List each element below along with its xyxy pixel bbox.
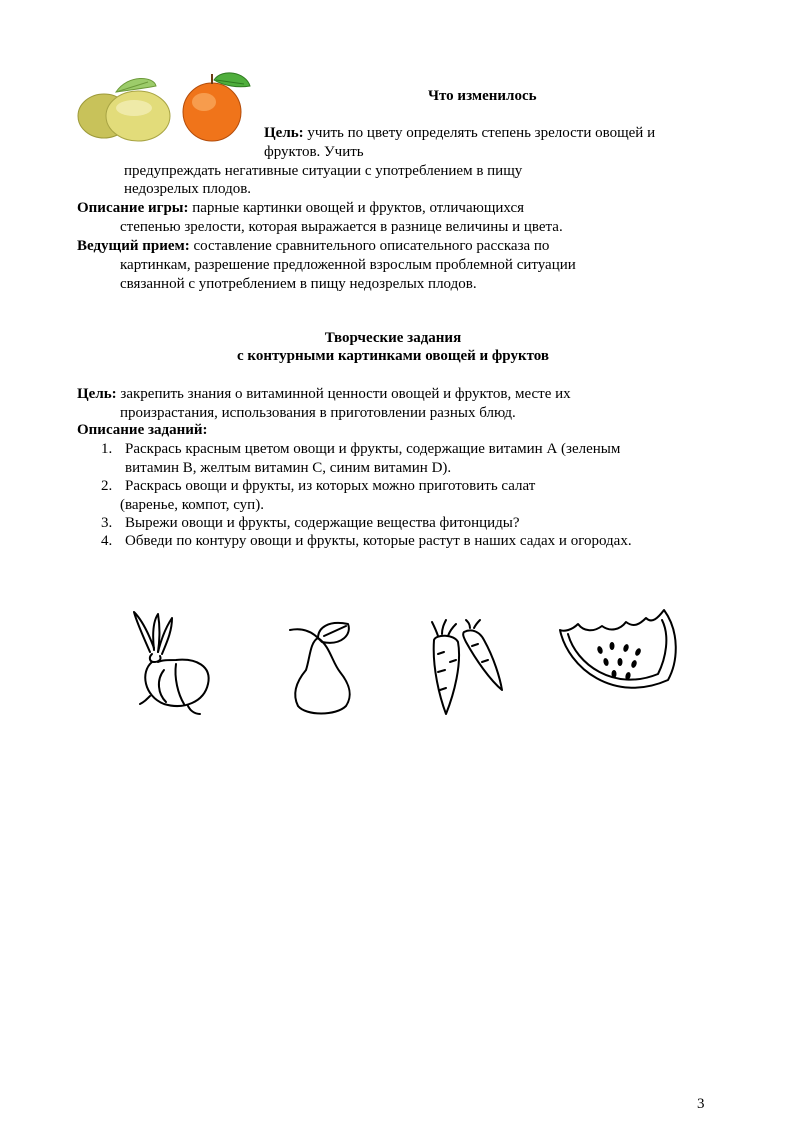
task-item-4	[101, 532, 632, 551]
task-number: 3.	[101, 515, 113, 531]
task-text: Раскрась красным цветом овощи и фрукты, содержащие витамин А (зеленым	[125, 441, 621, 457]
section1-goal-label: Цель:	[264, 125, 304, 141]
unripe-apples-illustration	[76, 72, 174, 144]
section1-desc-line1	[77, 199, 524, 218]
pear-outline-drawing	[288, 620, 358, 718]
task-item-2	[101, 477, 535, 496]
section1-goal-line2: фруктов. Учить	[264, 144, 364, 160]
task-item-1	[101, 440, 620, 459]
section1-title: Что изменилось	[428, 88, 537, 104]
task-text: Обведи по контуру овощи и фрукты, которые растут в наших садах и огородах.	[125, 533, 632, 549]
section1-goal-line1	[264, 124, 655, 143]
ripe-apple-illustration	[176, 70, 252, 142]
watermelon-slice-outline-drawing	[554, 608, 682, 704]
task-number: 2.	[101, 478, 113, 494]
section2-goal-text1: закрепить знания о витаминной ценности овощей и фруктов, месте их	[116, 386, 571, 402]
section1-method-line2: картинкам, разрешение предложенной взрослым проблемной ситуации	[120, 257, 576, 273]
section2-goal-line1	[77, 385, 571, 404]
section1-desc-label: Описание игры:	[77, 200, 189, 216]
onion-outline-drawing	[128, 610, 214, 718]
task-item-2-cont: (варенье, компот, суп).	[120, 497, 264, 513]
section2-title-line1: Творческие задания	[324, 330, 462, 346]
task-number: 4.	[101, 533, 113, 549]
task-text: Вырежи овощи и фрукты, содержащие вещества фитонциды?	[125, 515, 520, 531]
section2-tasks-label: Описание заданий:	[77, 422, 208, 438]
page-number: 3	[697, 1096, 705, 1112]
section1-method-line1	[77, 237, 549, 256]
section1-method-label: Ведущий прием:	[77, 238, 190, 254]
carrots-outline-drawing	[428, 618, 508, 718]
section2-goal-label: Цель:	[77, 386, 117, 402]
task-text: Раскрась овощи и фрукты, из которых можно приготовить салат	[125, 478, 536, 494]
task-number: 1.	[101, 441, 113, 457]
task-item-3	[101, 514, 520, 533]
section1-desc-text1: парные картинки овощей и фруктов, отличающихся	[188, 200, 525, 216]
section2-title-line2: с контурными картинками овощей и фруктов	[236, 348, 549, 364]
section1-goal-line3: предупреждать негативные ситуации с употреблением в пищу	[124, 163, 523, 179]
section1-method-text1: составление сравнительного описательного рассказа по	[189, 238, 550, 254]
section1-goal-text1: учить по цвету определять степень зрелости овощей и	[303, 125, 656, 141]
section1-desc-line2: степенью зрелости, которая выражается в разнице величины и цвета.	[120, 219, 563, 235]
section1-method-line3: связанной с употреблением в пищу недозрелых плодов.	[120, 276, 477, 292]
task-item-1-cont: витамин В, желтым витамин С, синим витамин D).	[125, 460, 452, 476]
section2-goal-line2: произрастания, использования в приготовлении разных блюд.	[120, 405, 516, 421]
section1-goal-line4: недозрелых плодов.	[124, 181, 252, 197]
